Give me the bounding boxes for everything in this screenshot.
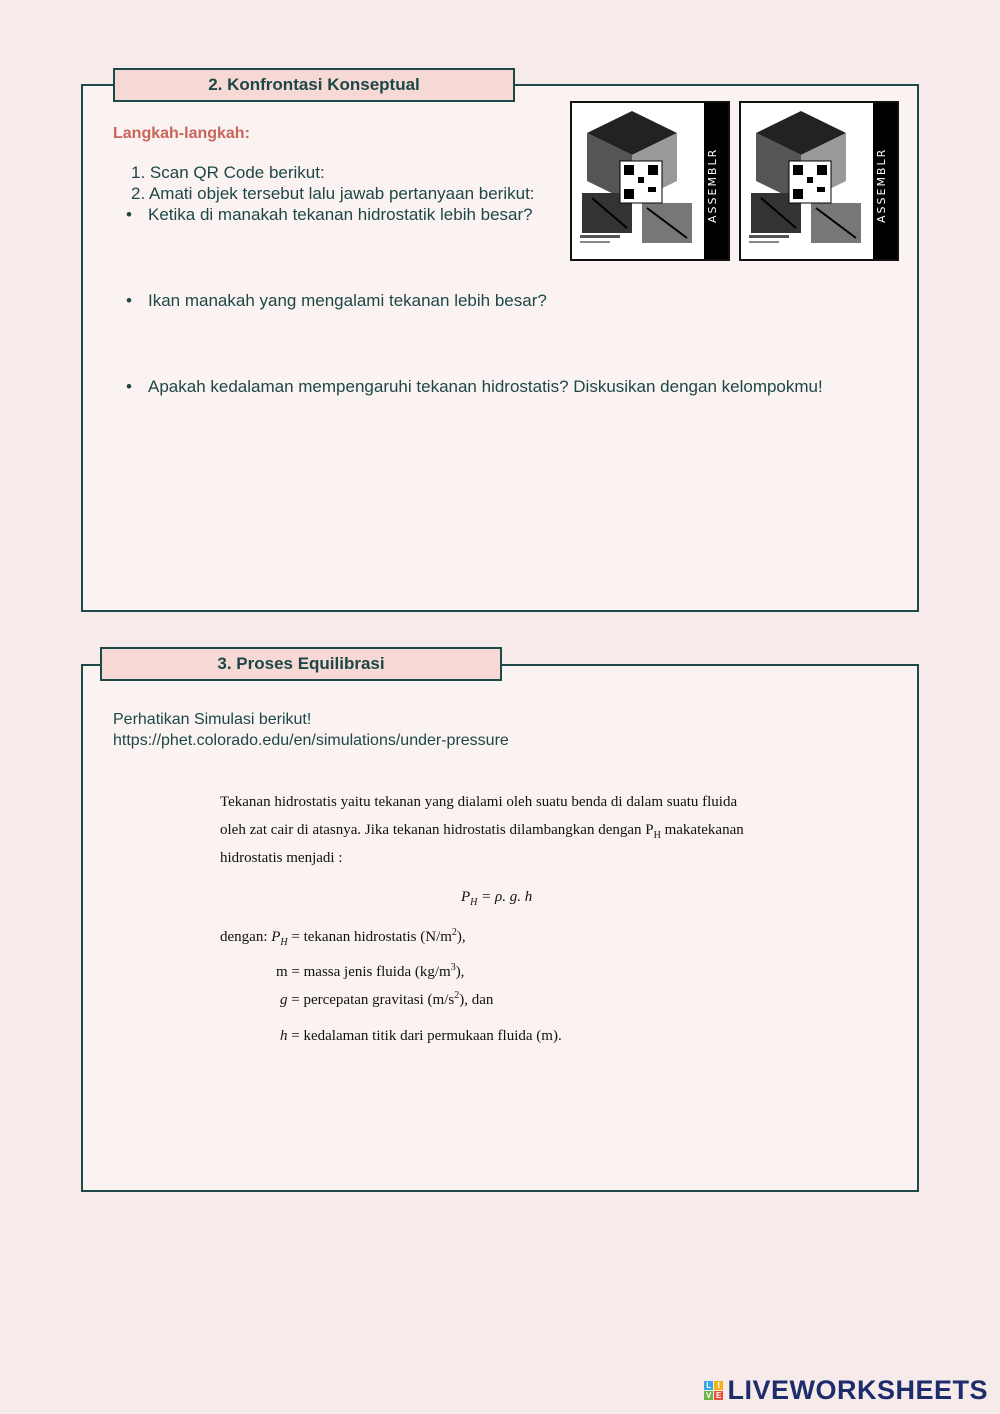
def2-text: m = massa jenis fluida (kg/m: [276, 964, 451, 980]
definition-intro: dengan:: [220, 929, 272, 945]
qr-brand-text: ASSEMBLR: [875, 147, 888, 223]
def1-text: = tekanan hidrostatis (N/m: [287, 929, 452, 945]
def1-sup: 2: [451, 927, 457, 938]
step-2: 2. Amati objek tersebut lalu jawab pertanyaan berikut:: [131, 184, 535, 203]
qr-code-card-2: [739, 101, 899, 261]
qr-code-image: [572, 103, 728, 259]
def1-sub: H: [280, 937, 288, 948]
paragraph-line-2-text: oleh zat cair di atasnya. Jika tekanan hidrostatis dilambangkan dengan P: [220, 822, 654, 838]
formula-sub: H: [470, 897, 478, 908]
simulation-intro: Perhatikan Simulasi berikut!: [113, 711, 312, 728]
def4-var: h: [280, 1028, 288, 1044]
steps-title: Langkah-langkah:: [113, 125, 250, 142]
logo-letter-i: I: [714, 1381, 723, 1390]
definition-2: [276, 962, 464, 981]
logo-text: LIVEWORKSHEETS: [727, 1375, 988, 1405]
logo-letter-l: L: [706, 1381, 712, 1390]
logo-letter-v: V: [706, 1391, 712, 1400]
section-2-title: 2. Konfrontasi Konseptual: [113, 68, 515, 102]
def3-text: = percepatan gravitasi (m/s: [287, 992, 455, 1008]
paragraph-line-3: hidrostatis menjadi :: [220, 850, 343, 866]
qr-brand-text: ASSEMBLR: [706, 147, 719, 223]
logo-letter-e: E: [716, 1391, 722, 1400]
formula-p: P: [461, 889, 471, 905]
formula: [461, 889, 532, 908]
def1-var: P: [271, 929, 281, 945]
section-3-title: 3. Proses Equilibrasi: [100, 647, 502, 681]
def4-text: = kedalaman titik dari permukaan fluida (m).: [287, 1028, 562, 1044]
simulation-link[interactable]: https://phet.colorado.edu/en/simulations/under-pressure: [113, 732, 509, 749]
question-1: • Ketika di manakah tekanan hidrostatik lebih besar?: [148, 204, 533, 225]
step-1: 1. Scan QR Code berikut:: [131, 163, 325, 182]
formula-rest: = ρ. g. h: [477, 889, 533, 905]
def1-end: ),: [456, 929, 466, 945]
def3-var: g: [280, 992, 288, 1008]
def2-sup: 3: [450, 962, 456, 973]
def2-end: ),: [455, 964, 465, 980]
question-2: • Ikan manakah yang mengalami tekanan lebih besar?: [148, 290, 547, 311]
definition-3: [280, 990, 493, 1009]
question-3: • Apakah kedalaman mempengaruhi tekanan hidrostatis? Diskusikan dengan kelompokmu!: [148, 376, 823, 397]
def3-end: ), dan: [459, 992, 494, 1008]
liveworksheets-logo: [704, 1375, 988, 1406]
definition-1: [220, 927, 466, 948]
def3-sup: 2: [454, 990, 460, 1001]
paragraph-line-2-end: makatekanan: [660, 822, 744, 838]
paragraph-line-1: Tekanan hidrostatis yaitu tekanan yang dialami oleh suatu benda di dalam suatu fluida: [220, 794, 738, 810]
ph-subscript: H: [653, 830, 661, 841]
qr-code-image: [741, 103, 897, 259]
logo-mark-icon: [704, 1381, 723, 1400]
paragraph-line-2: [220, 822, 744, 841]
definition-4: [280, 1028, 562, 1045]
qr-code-card-1: [570, 101, 730, 261]
